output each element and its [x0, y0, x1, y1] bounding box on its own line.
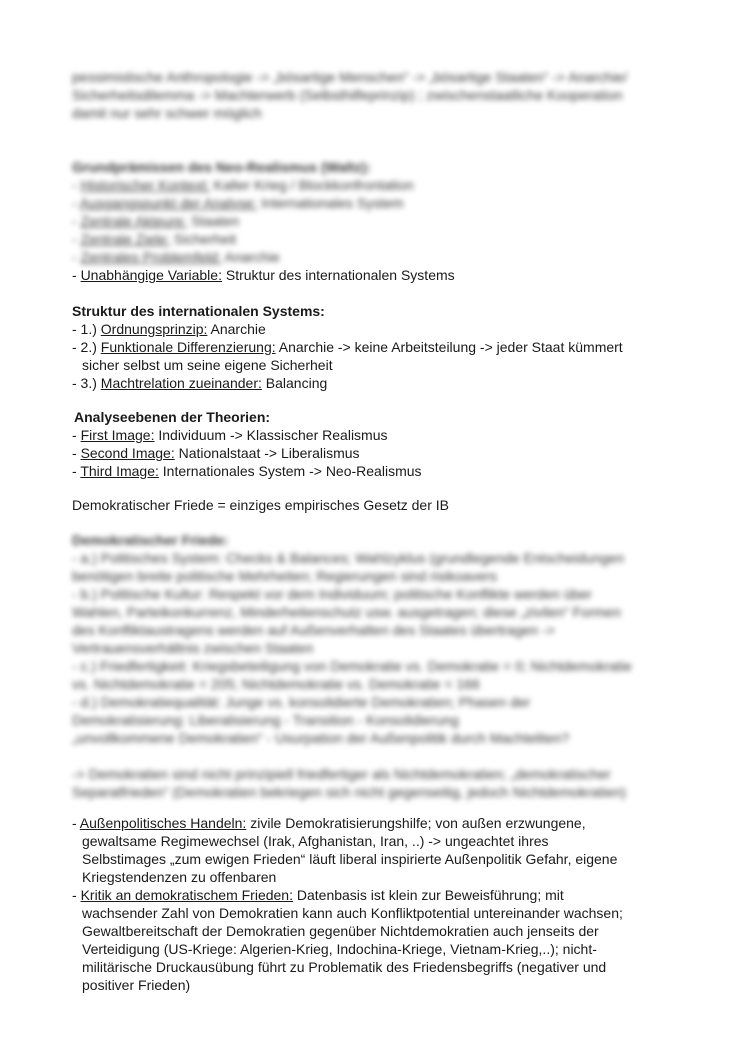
- analyse-item: - Second Image: Nationalstaat -> Liberalismus: [72, 445, 360, 461]
- struktur-item: - 1.) Ordnungsprinzip: Anarchie: [72, 321, 266, 337]
- kritik-continuation: Gewaltbereitschaft der Demokratien gegenüber Nichtdemokratien auch jenseits der: [82, 923, 599, 939]
- aussenpolitik-continuation: gewaltsame Regimewechsel (Irak, Afghanistan, Iran, ..) -> ungeachtet ihres: [82, 833, 549, 849]
- blurred-text-line: Wahlen, Parteikonkurrenz, Minderheitenschutz usw. ausgetragen; diese „zivilen“ Formen: [72, 604, 621, 620]
- blurred-text-line: - d.) Demokratiequalität: Junge vs. konsolidierte Demokratien; Phasen der: [72, 694, 531, 710]
- kritik-continuation: wachsender Zahl von Demokratien kann auch Konfliktpotential untereinander wachsen;: [82, 905, 623, 921]
- blurred-text-line: vs. Nichtdemokratie = 205; Nichtdemokratie vs. Demokratie = 166: [72, 676, 480, 692]
- neo-item: - Zentrale Akteure: Staaten: [72, 213, 240, 229]
- neo-item-independent-variable: - Unabhängige Variable: Struktur des internationalen Systems: [72, 267, 455, 283]
- blurred-text-line: - c.) Friedfertigkeit: Kriegsbeteiligung von Demokratie vs. Demokratie = 0; Nichtdemokratie: [72, 658, 632, 674]
- blurred-text-line: Vertrauensverhältnis zwischen Staaten: [72, 640, 314, 656]
- kritik-continuation: Verteidigung (US-Kriege: Algerien-Krieg, Indochina-Kriege, Vietnam-Krieg,..); nicht-: [82, 941, 597, 957]
- blurred-heading: Demokratischer Friede:: [72, 532, 229, 548]
- blurred-text-line: - a.) Politisches System: Checks & Balances; Wahlzyklus (grundlegende Entscheidungen: [72, 550, 624, 566]
- analyse-item: - First Image: Individuum -> Klassischer Realismus: [72, 427, 388, 443]
- neo-item: - Zentrale Ziele: Sicherheit: [72, 231, 237, 247]
- aussenpolitik-continuation: Kriegstendenzen zu offenbaren: [82, 869, 277, 885]
- struktur-item: - 3.) Machtrelation zueinander: Balancing: [72, 375, 328, 391]
- aussenpolitik-continuation: Selbstimages „zum ewigen Frieden“ läuft liberal inspirierte Außenpolitik Gefahr, eigene: [82, 851, 618, 867]
- neo-item: - Ausgangspunkt der Analyse: Internationales System: [72, 195, 404, 211]
- blurred-text-line: „unvollkommene Demokratien“ - Usurpation der Außenpolitik durch Machteliten?: [72, 730, 570, 746]
- neo-item: - Zentrales Problemfeld: Anarchie: [72, 249, 280, 265]
- blurred-text-line: benötigen breite politische Mehrheiten; Regierungen sind risikoavers: [72, 568, 497, 584]
- blurred-text-line: - b.) Politische Kultur: Respekt vor dem Individuum; politische Konflikte werden über: [72, 586, 592, 602]
- analyse-item: - Third Image: Internationales System -> Neo-Realismus: [72, 463, 422, 479]
- kritik-continuation: positiver Frieden): [82, 977, 191, 993]
- aussenpolitik-item: - Außenpolitisches Handeln: zivile Demokratisierungshilfe; von außen erzwungene,: [72, 815, 586, 831]
- neo-item: - Historischer Kontext: Kalter Krieg / Blockkonfrontation: [72, 177, 414, 193]
- struktur-item: - 2.) Funktionale Differenzierung: Anarchie -> keine Arbeitsteilung -> jeder Staat kümmert: [72, 339, 623, 355]
- blurred-text-line: des Konfliktaustragens werden auf Außenverhalten des Staates übertragen ->: [72, 622, 555, 638]
- neo-realism-heading: Grundprämissen des Neo-Realismus (Waltz):: [72, 159, 371, 175]
- blurred-text-line: pessimistische Anthropologie -> „bösartige Menschen“ -> „bösartige Staaten“ -> Anarchie/: [72, 69, 628, 85]
- term-label: Unabhängige Variable:: [80, 267, 222, 283]
- struktur-heading: Struktur des internationalen Systems:: [72, 303, 325, 319]
- blurred-text-line: Sicherheitsdilemma -> Machterwerb (Selbsthilfeprinzip) ; zwischenstaatliche Kooperation: [72, 87, 623, 103]
- blurred-text-line: Demokratisierung: Liberalisierung - Transition - Konsolidierung: [72, 712, 459, 728]
- kritik-continuation: militärische Druckausübung führt zu Problematik des Friedensbegriffs (negativer und: [82, 959, 607, 975]
- analyse-heading: Analyseebenen der Theorien:: [74, 409, 271, 425]
- struktur-item-continuation: sicher selbst um seine eigene Sicherheit: [82, 357, 333, 373]
- democratic-peace-statement: Demokratischer Friede = einziges empirisches Gesetz der IB: [72, 497, 449, 513]
- kritik-item: - Kritik an demokratischem Frieden: Datenbasis ist klein zur Beweisführung; mit: [72, 887, 564, 903]
- blurred-text-line: -> Demokratien sind nicht prinzipiell friedfertiger als Nichtdemokratien; „demokratischer: [72, 766, 611, 782]
- blurred-text-line: Separatfrieden“ (Demokratien bekriegen sich nicht gegenseitig, jedoch Nichtdemokratien): [72, 784, 627, 800]
- blurred-text-line: damit nur sehr schwer möglich: [72, 105, 262, 121]
